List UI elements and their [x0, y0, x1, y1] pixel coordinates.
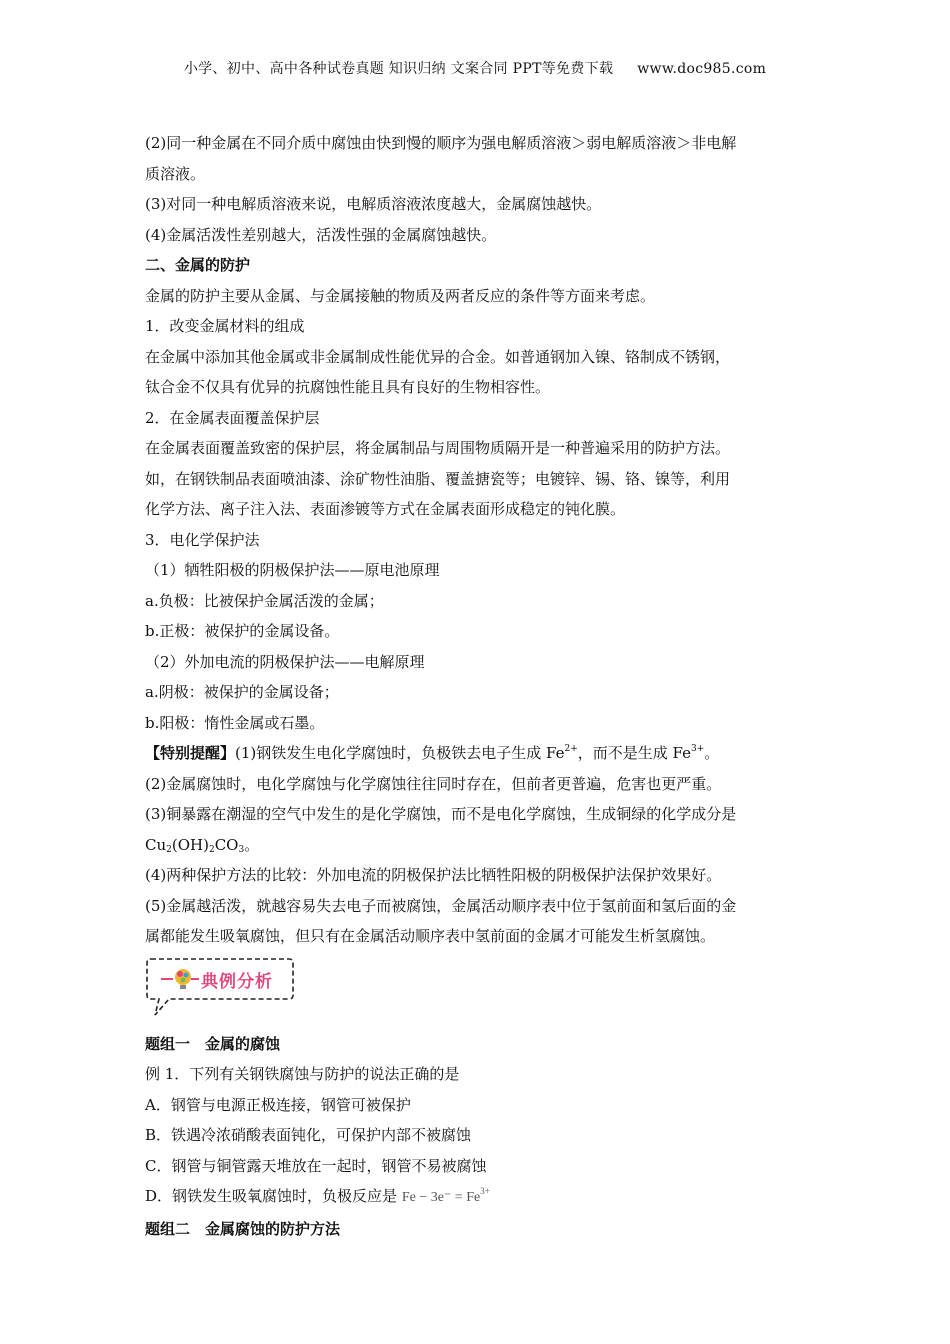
group-title: 题组二 金属腐蚀的防护方法 [145, 1219, 341, 1238]
reminder-line-1 [145, 738, 810, 769]
option-b[interactable]: B．铁遇冷浓硝酸表面钝化，可保护内部不被腐蚀 [145, 1126, 472, 1144]
page-header [0, 58, 950, 78]
formula-sup: 3+ [480, 1186, 490, 1196]
reminder-line-4: (4)两种保护方法的比较：外加电流的阴极保护法比牺牲阳极的阴极保护法保护效果好。 [145, 866, 722, 884]
formula-part: 。 [244, 835, 260, 854]
formula-text: Fe − 3e⁻ = Fe [401, 1190, 481, 1205]
charge-sup: 3+ [691, 744, 705, 754]
reminder-formula-line [145, 830, 810, 861]
formula-part: Cu [145, 835, 167, 854]
group-title: 题组一 金属的腐蚀 [145, 1034, 281, 1053]
option-d-formula [401, 1186, 490, 1205]
formula-sub: 2 [166, 844, 172, 855]
reminder-text: (1)钢铁发生电化学腐蚀时，负极铁去电子生成 Fe [235, 744, 565, 762]
formula-part: (OH) [171, 835, 209, 854]
option-d[interactable] [145, 1181, 810, 1214]
text-line: (2)同一种金属在不同介质中腐蚀由快到慢的顺序为强电解质溶液＞弱电解质溶液＞非电解 [145, 134, 737, 152]
text-line: a.负极：比被保护金属活泼的金属； [145, 591, 384, 610]
method-title: 1．改变金属材料的组成 [145, 317, 305, 335]
example-banner [143, 955, 295, 1019]
text-line: 在金属中添加其他金属或非金属制成性能优异的合金。如普通钢加入镍、铬制成不锈钢， [145, 347, 731, 366]
text-line: 如，在钢铁制品表面喷油漆、涂矿物性油脂、覆盖搪瓷等；电镀锌、锡、铬、镍等，利用 [145, 469, 731, 488]
reminder-line-2: (2)金属腐蚀时，电化学腐蚀与化学腐蚀往往同时存在，但前者更普遍，危害也更严重。 [145, 774, 722, 793]
reminder-line-3: (3)铜暴露在潮湿的空气中发生的是化学腐蚀，而不是电化学腐蚀，生成铜绿的化学成分是 [145, 805, 737, 823]
formula-sub: 3 [238, 844, 245, 855]
text-line: 钛合金不仅具有优异的抗腐蚀性能且具有良好的生物相容性。 [145, 378, 551, 396]
text-line: b.阳极：惰性金属或石墨。 [145, 713, 325, 732]
method-title: 3．电化学保护法 [145, 530, 260, 549]
banner-label: 典例分析 [201, 971, 273, 992]
text-line: （1）牺牲阳极的阴极保护法——原电池原理 [145, 561, 440, 579]
text-line: 在金属表面覆盖致密的保护层，将金属制品与周围物质隔开是一种普遍采用的防护方法。 [145, 439, 731, 457]
charge-sup: 2+ [564, 744, 578, 754]
reminder-lead: 【特别提醒】 [145, 744, 236, 762]
reminder-text: ，而不是生成 Fe [577, 744, 692, 762]
option-c[interactable]: C．钢管与铜管露天堆放在一起时，钢管不易被腐蚀 [145, 1156, 487, 1175]
question-stem: 例 1．下列有关钢铁腐蚀与防护的说法正确的是 [145, 1065, 460, 1083]
option-d-text: D．钢铁发生吸氧腐蚀时，负极反应是 [145, 1187, 398, 1205]
formula-sub: 2 [208, 844, 215, 855]
section-intro: 金属的防护主要从金属、与金属接触的物质及两者反应的条件等方面来考虑。 [145, 286, 656, 305]
text-line: 质溶液。 [145, 164, 206, 183]
document-body [145, 128, 810, 1244]
section-title: 二、金属的防护 [145, 256, 251, 274]
text-line: b.正极：被保护的金属设备。 [145, 622, 340, 640]
text-line: a.阴极：被保护的金属设备； [145, 683, 339, 701]
text-line: （2）外加电流的阴极保护法——电解原理 [145, 652, 425, 671]
header-site[interactable]: www.doc985.com [637, 61, 767, 77]
reminder-text: 。 [704, 744, 720, 762]
reminder-line-5: (5)金属越活泼，就越容易失去电子而被腐蚀，金属活动顺序表中位于氢前面和氢后面的金 [145, 896, 737, 915]
header-text: 小学、初中、高中各种试卷真题 知识归纳 文案合同 PPT等免费下载 [183, 61, 614, 77]
option-a[interactable]: A．钢管与电源正极连接，钢管可被保护 [145, 1095, 411, 1114]
reminder-line-6: 属都能发生吸氧腐蚀，但只有在金属活动顺序表中氢前面的金属才可能发生析氢腐蚀。 [145, 927, 716, 945]
text-line: 化学方法、离子注入法、表面渗镀等方式在金属表面形成稳定的钝化膜。 [145, 500, 626, 518]
formula-part: CO [214, 835, 239, 854]
text-line: (3)对同一种电解质溶液来说，电解质溶液浓度越大，金属腐蚀越快。 [145, 195, 602, 213]
text-line: (4)金属活泼性差别越大，活泼性强的金属腐蚀越快。 [145, 225, 497, 244]
method-title: 2．在金属表面覆盖保护层 [145, 408, 320, 427]
